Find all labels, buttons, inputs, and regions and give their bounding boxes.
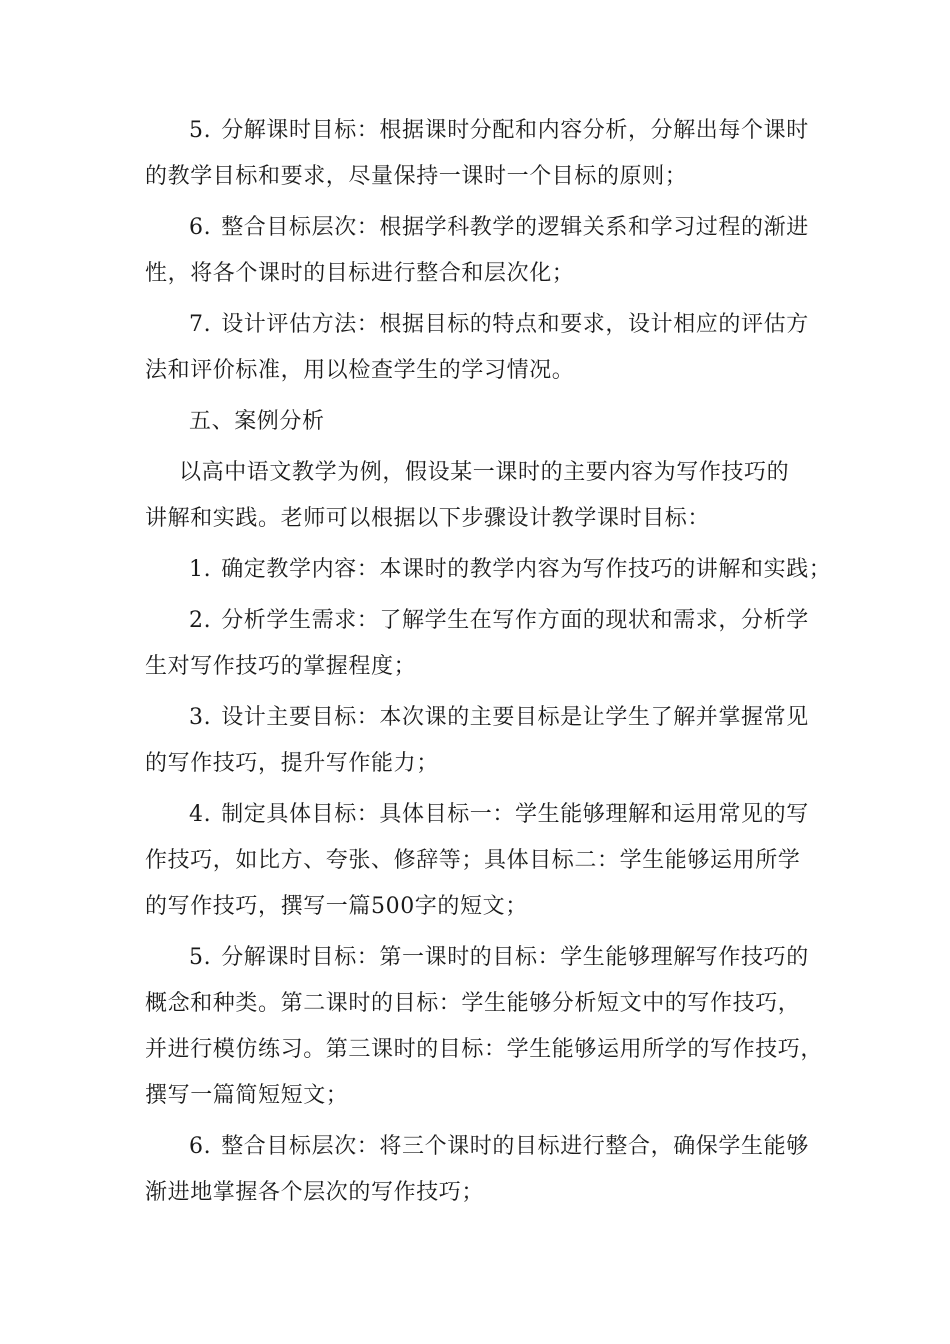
paragraph-line: 制定具体目标：具体目标一：学生能够理解和运用常见的写 xyxy=(221,802,809,827)
paragraph-line: 渐进地掌握各个层次的写作技巧； xyxy=(145,1180,485,1205)
item-number: 6. xyxy=(189,215,212,240)
list-item xyxy=(145,598,815,690)
list-item xyxy=(145,108,815,200)
list-item xyxy=(145,547,832,593)
item-number: 6. xyxy=(189,1134,212,1159)
paragraph-line: 的教学目标和要求，尽量保持一课时一个目标的原则； xyxy=(145,164,688,189)
paragraph-line: 作技巧，如比方、夸张、修辞等；具体目标二：学生能够运用所学 xyxy=(145,848,801,873)
list-item xyxy=(145,695,815,787)
paragraph-line: 确定教学内容：本课时的教学内容为写作技巧的讲解和实践； xyxy=(221,557,832,582)
item-number: 5. xyxy=(189,945,212,970)
section-heading xyxy=(145,399,815,445)
paragraph-line: 分解课时目标：根据课时分配和内容分析，分解出每个课时 xyxy=(221,118,809,143)
item-number: 5. xyxy=(189,118,212,143)
list-item xyxy=(145,935,824,1119)
paragraph-line: 设计主要目标：本次课的主要目标是让学生了解并掌握常见 xyxy=(221,705,809,730)
paragraph-line: 性，将各个课时的目标进行整合和层次化； xyxy=(145,261,575,286)
paragraph-line: 概念和种类。第二课时的目标：学生能够分析短文中的写作技巧， xyxy=(145,991,801,1016)
list-item xyxy=(145,302,815,394)
list-item xyxy=(145,1124,815,1216)
heading-text: 五、案例分析 xyxy=(189,409,325,434)
item-number: 7. xyxy=(189,312,212,337)
item-number: 2. xyxy=(189,608,212,633)
paragraph-line: 法和评价标准，用以检查学生的学习情况。 xyxy=(145,358,575,383)
paragraph-line: 生对写作技巧的掌握程度； xyxy=(145,654,417,679)
list-item xyxy=(145,792,815,930)
paragraph-line: 的写作技巧，提升写作能力； xyxy=(145,751,439,776)
paragraph-line: 以高中语文教学为例，假设某一课时的主要内容为写作技巧的 xyxy=(179,460,790,485)
paragraph-line: 讲解和实践。老师可以根据以下步骤设计教学课时目标： xyxy=(145,506,711,531)
paragraph-line: 整合目标层次：将三个课时的目标进行整合，确保学生能够 xyxy=(221,1134,809,1159)
body-paragraph xyxy=(145,450,815,542)
document-body xyxy=(145,108,832,1221)
paragraph-line: 并进行模仿练习。第三课时的目标：学生能够运用所学的写作技巧， xyxy=(145,1037,824,1062)
paragraph-line: 分析学生需求：了解学生在写作方面的现状和需求，分析学 xyxy=(221,608,809,633)
item-number: 1. xyxy=(189,557,212,582)
paragraph-line: 整合目标层次：根据学科教学的逻辑关系和学习过程的渐进 xyxy=(221,215,809,240)
item-number: 3. xyxy=(189,705,212,730)
paragraph-line: 的写作技巧，撰写一篇500字的短文； xyxy=(145,894,528,919)
paragraph-line: 撰写一篇简短短文； xyxy=(145,1083,349,1108)
paragraph-line: 分解课时目标：第一课时的目标：学生能够理解写作技巧的 xyxy=(221,945,809,970)
list-item xyxy=(145,205,815,297)
paragraph-line: 设计评估方法：根据目标的特点和要求，设计相应的评估方 xyxy=(221,312,809,337)
item-number: 4. xyxy=(189,802,212,827)
